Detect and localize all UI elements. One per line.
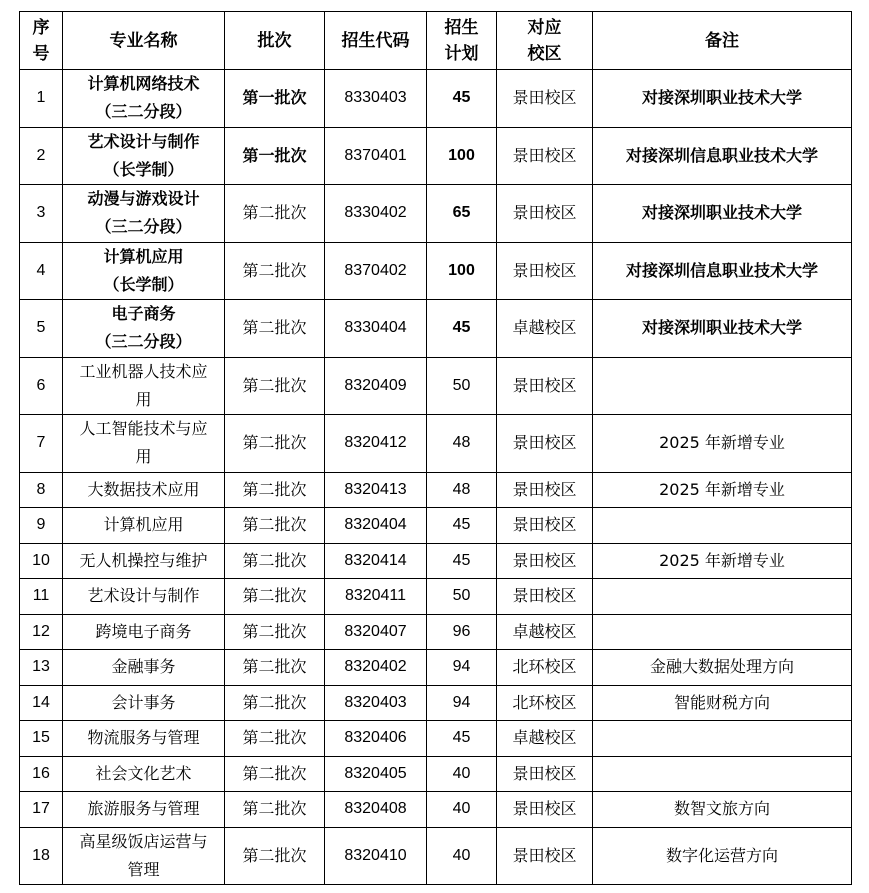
row-code: 8320414 <box>325 543 427 579</box>
row-name-line2: 用 <box>135 389 152 409</box>
table-row <box>20 242 852 300</box>
row-batch: 第二批次 <box>225 579 325 615</box>
row-code: 8320410 <box>325 827 427 885</box>
row-remark: 2025 年新增专业 <box>593 543 852 579</box>
table-row <box>20 300 852 358</box>
row-code: 8320403 <box>325 685 427 721</box>
row-plan: 40 <box>427 756 497 792</box>
row-no: 14 <box>20 685 63 721</box>
header-campus-line1: 对应 <box>527 17 562 38</box>
table-row <box>20 508 852 544</box>
row-plan: 94 <box>427 685 497 721</box>
row-batch: 第二批次 <box>225 792 325 828</box>
row-campus: 北环校区 <box>497 685 593 721</box>
row-name <box>63 415 225 473</box>
row-campus: 景田校区 <box>497 756 593 792</box>
row-no: 2 <box>20 127 63 185</box>
row-name: 社会文化艺术 <box>63 756 225 792</box>
row-code: 8320409 <box>325 357 427 415</box>
row-code: 8320413 <box>325 472 427 508</box>
row-plan: 45 <box>427 300 497 358</box>
row-name: 旅游服务与管理 <box>63 792 225 828</box>
row-batch: 第二批次 <box>225 721 325 757</box>
row-name-line2: （三二分段） <box>95 217 192 237</box>
row-name-line1: 计算机网络技术 <box>87 74 200 94</box>
row-plan: 45 <box>427 721 497 757</box>
row-campus: 卓越校区 <box>497 614 593 650</box>
row-remark: 对接深圳职业技术大学 <box>593 70 852 128</box>
row-batch: 第二批次 <box>225 650 325 686</box>
row-name: 无人机操控与维护 <box>63 543 225 579</box>
row-remark: 智能财税方向 <box>593 685 852 721</box>
row-no: 7 <box>20 415 63 473</box>
row-plan: 94 <box>427 650 497 686</box>
row-name-line2: 管理 <box>127 859 160 879</box>
row-no: 4 <box>20 242 63 300</box>
row-code: 8330402 <box>325 185 427 243</box>
row-name <box>63 185 225 243</box>
table-row <box>20 721 852 757</box>
header-code: 招生代码 <box>325 12 427 70</box>
row-batch: 第二批次 <box>225 357 325 415</box>
row-no: 15 <box>20 721 63 757</box>
table-row <box>20 827 852 885</box>
row-name <box>63 70 225 128</box>
table-row <box>20 472 852 508</box>
row-code: 8320402 <box>325 650 427 686</box>
row-code: 8320408 <box>325 792 427 828</box>
row-remark: 金融大数据处理方向 <box>593 650 852 686</box>
row-code: 8320407 <box>325 614 427 650</box>
row-name-line2: （长学制） <box>103 159 184 179</box>
header-plan-line2: 计划 <box>444 43 479 64</box>
header-campus-line2: 校区 <box>527 43 562 64</box>
row-batch: 第二批次 <box>225 685 325 721</box>
row-remark: 2025 年新增专业 <box>593 415 852 473</box>
header-no-line2: 号 <box>32 43 50 64</box>
row-name: 计算机应用 <box>63 508 225 544</box>
row-name-line2: 用 <box>135 447 152 467</box>
row-no: 9 <box>20 508 63 544</box>
table-row <box>20 792 852 828</box>
row-batch: 第二批次 <box>225 543 325 579</box>
row-remark <box>593 508 852 544</box>
table-row <box>20 127 852 185</box>
header-remark: 备注 <box>593 12 852 70</box>
table-row <box>20 579 852 615</box>
row-campus: 卓越校区 <box>497 300 593 358</box>
row-code: 8320405 <box>325 756 427 792</box>
header-plan-line1: 招生 <box>444 17 479 38</box>
row-campus: 景田校区 <box>497 242 593 300</box>
row-remark <box>593 756 852 792</box>
row-plan: 100 <box>427 127 497 185</box>
row-batch: 第二批次 <box>225 508 325 544</box>
row-no: 17 <box>20 792 63 828</box>
row-name-line1: 人工智能技术与应 <box>79 419 208 439</box>
row-no: 11 <box>20 579 63 615</box>
row-code: 8370401 <box>325 127 427 185</box>
header-campus <box>497 12 593 70</box>
row-name-line1: 艺术设计与制作 <box>87 131 200 151</box>
header-no <box>20 12 63 70</box>
row-plan: 45 <box>427 70 497 128</box>
row-campus: 景田校区 <box>497 185 593 243</box>
row-campus: 北环校区 <box>497 650 593 686</box>
row-plan: 48 <box>427 415 497 473</box>
row-no: 3 <box>20 185 63 243</box>
row-remark: 对接深圳职业技术大学 <box>593 185 852 243</box>
row-plan: 65 <box>427 185 497 243</box>
row-no: 10 <box>20 543 63 579</box>
row-batch: 第二批次 <box>225 614 325 650</box>
row-campus: 景田校区 <box>497 127 593 185</box>
table-row <box>20 357 852 415</box>
table-row <box>20 756 852 792</box>
majors-table <box>19 11 852 885</box>
row-name: 跨境电子商务 <box>63 614 225 650</box>
row-batch: 第二批次 <box>225 472 325 508</box>
row-campus: 景田校区 <box>497 415 593 473</box>
row-remark <box>593 614 852 650</box>
row-remark <box>593 579 852 615</box>
table-row <box>20 650 852 686</box>
row-name: 物流服务与管理 <box>63 721 225 757</box>
header-plan <box>427 12 497 70</box>
row-remark: 对接深圳职业技术大学 <box>593 300 852 358</box>
row-no: 18 <box>20 827 63 885</box>
header-name: 专业名称 <box>63 12 225 70</box>
row-batch: 第一批次 <box>225 70 325 128</box>
row-campus: 景田校区 <box>497 70 593 128</box>
row-batch: 第二批次 <box>225 415 325 473</box>
row-no: 1 <box>20 70 63 128</box>
row-name-line1: 计算机应用 <box>103 246 184 266</box>
row-batch: 第一批次 <box>225 127 325 185</box>
row-plan: 50 <box>427 579 497 615</box>
row-code: 8370402 <box>325 242 427 300</box>
row-code: 8330404 <box>325 300 427 358</box>
row-name-line1: 工业机器人技术应 <box>79 361 208 381</box>
row-batch: 第二批次 <box>225 827 325 885</box>
row-name <box>63 827 225 885</box>
table-row <box>20 543 852 579</box>
row-name: 会计事务 <box>63 685 225 721</box>
table-row <box>20 685 852 721</box>
row-no: 8 <box>20 472 63 508</box>
row-batch: 第二批次 <box>225 756 325 792</box>
row-plan: 40 <box>427 827 497 885</box>
row-name-line1: 动漫与游戏设计 <box>87 189 200 209</box>
row-no: 16 <box>20 756 63 792</box>
row-remark: 对接深圳信息职业技术大学 <box>593 242 852 300</box>
row-remark: 对接深圳信息职业技术大学 <box>593 127 852 185</box>
row-name-line1: 高星级饭店运营与 <box>79 831 208 851</box>
row-batch: 第二批次 <box>225 300 325 358</box>
row-plan: 45 <box>427 508 497 544</box>
row-name: 大数据技术应用 <box>63 472 225 508</box>
row-no: 6 <box>20 357 63 415</box>
row-plan: 40 <box>427 792 497 828</box>
row-plan: 96 <box>427 614 497 650</box>
table-row <box>20 415 852 473</box>
row-remark <box>593 721 852 757</box>
row-code: 8320411 <box>325 579 427 615</box>
table-row <box>20 70 852 128</box>
header-no-line1: 序 <box>32 17 50 38</box>
row-no: 5 <box>20 300 63 358</box>
row-name-line2: （长学制） <box>103 274 184 294</box>
row-remark: 数智文旅方向 <box>593 792 852 828</box>
row-remark <box>593 357 852 415</box>
row-campus: 景田校区 <box>497 579 593 615</box>
header-batch: 批次 <box>225 12 325 70</box>
table-row <box>20 614 852 650</box>
row-name <box>63 300 225 358</box>
row-name: 金融事务 <box>63 650 225 686</box>
row-plan: 45 <box>427 543 497 579</box>
row-batch: 第二批次 <box>225 242 325 300</box>
row-name <box>63 127 225 185</box>
row-code: 8330403 <box>325 70 427 128</box>
table-header-row <box>20 12 852 70</box>
row-campus: 景田校区 <box>497 543 593 579</box>
row-campus: 景田校区 <box>497 792 593 828</box>
table-row <box>20 185 852 243</box>
row-campus: 卓越校区 <box>497 721 593 757</box>
row-campus: 景田校区 <box>497 357 593 415</box>
row-plan: 100 <box>427 242 497 300</box>
row-campus: 景田校区 <box>497 472 593 508</box>
row-name-line1: 电子商务 <box>111 304 176 324</box>
row-plan: 48 <box>427 472 497 508</box>
row-campus: 景田校区 <box>497 508 593 544</box>
row-plan: 50 <box>427 357 497 415</box>
row-batch: 第二批次 <box>225 185 325 243</box>
row-code: 8320404 <box>325 508 427 544</box>
row-campus: 景田校区 <box>497 827 593 885</box>
row-code: 8320412 <box>325 415 427 473</box>
row-no: 13 <box>20 650 63 686</box>
row-name-line2: （三二分段） <box>95 332 192 352</box>
row-code: 8320406 <box>325 721 427 757</box>
row-name-line2: （三二分段） <box>95 102 192 122</box>
row-name <box>63 357 225 415</box>
row-name <box>63 242 225 300</box>
row-remark: 数字化运营方向 <box>593 827 852 885</box>
row-remark: 2025 年新增专业 <box>593 472 852 508</box>
row-no: 12 <box>20 614 63 650</box>
row-name: 艺术设计与制作 <box>63 579 225 615</box>
